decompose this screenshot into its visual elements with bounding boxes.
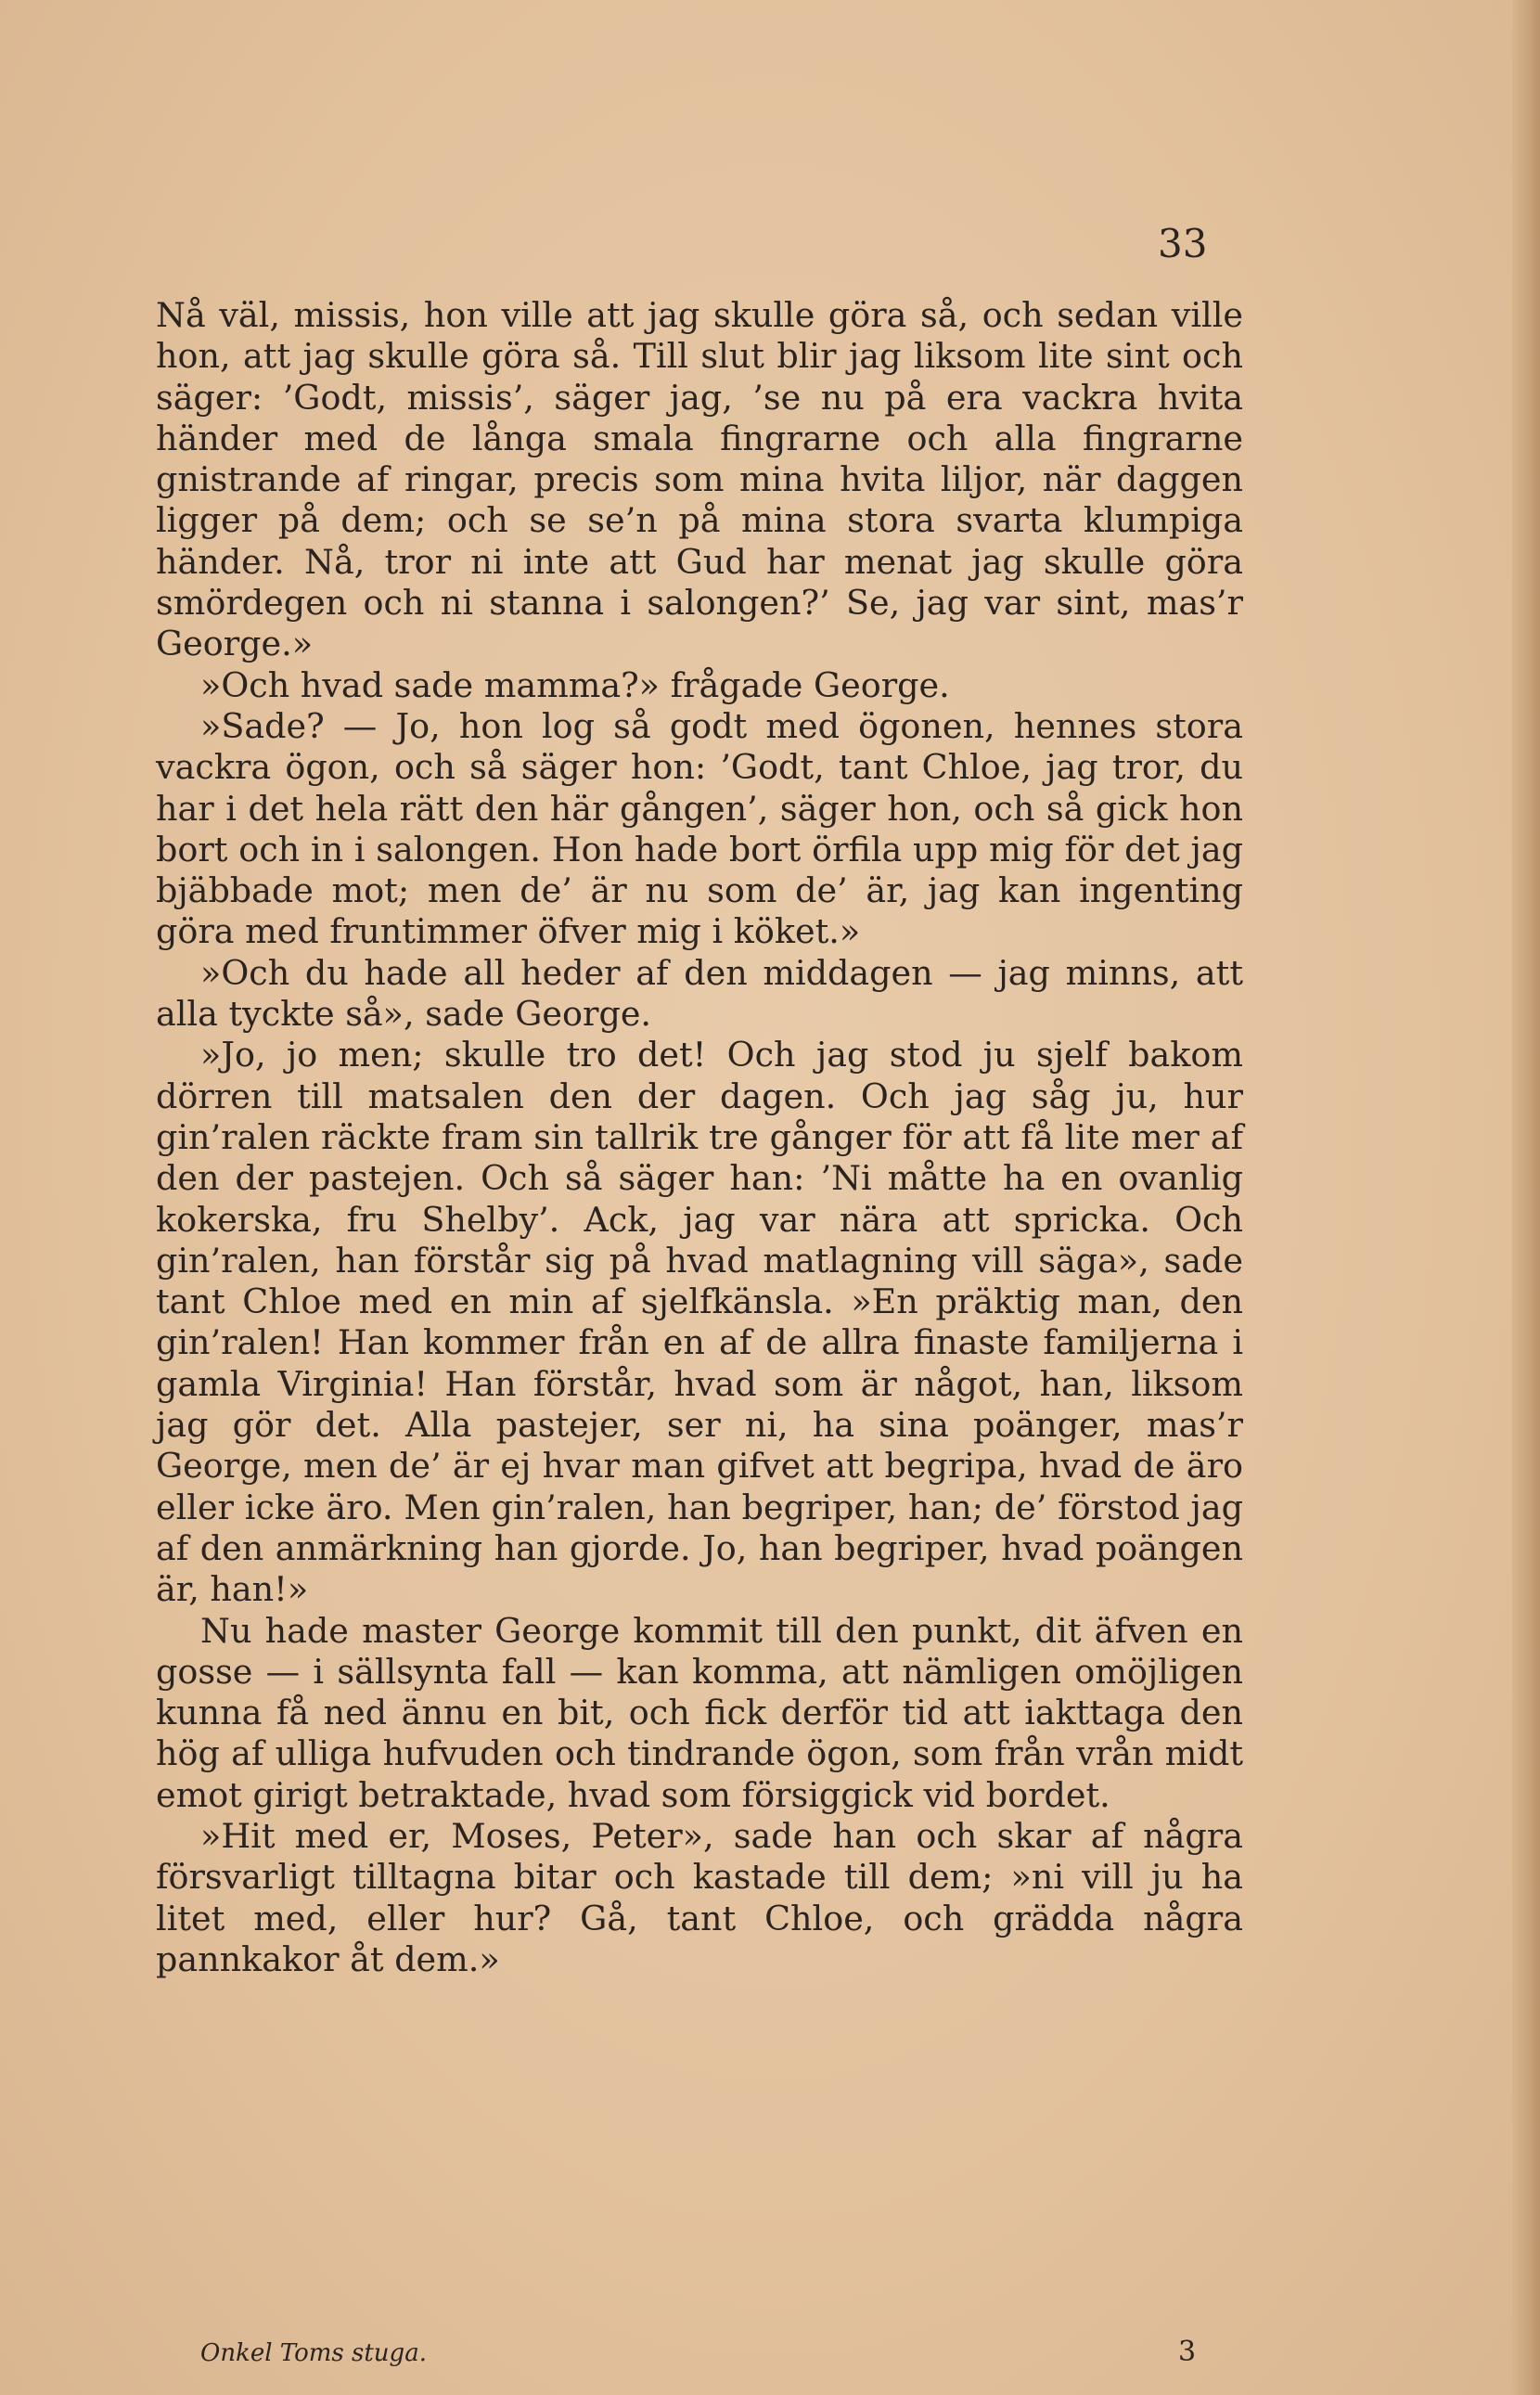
paragraph: »Och du hade all heder af den middagen — jag minns, att alla tyckte så», sade George. — [156, 952, 1243, 1035]
page-number: 33 — [1158, 221, 1208, 266]
paragraph: »Sade? — Jo, hon log så godt med ögonen, hennes stora vackra ögon, och så säger hon: ’Godt, tant Chloe, jag tror, du har i det hela rätt den här gången’, säger hon, och så gick hon bort och in i salongen. Hon hade bort örfila upp mig för det jag bjäbbade mot; men de’ är nu som de’ är, jag kan ingenting göra med fruntimmer öfver mig i köket.» — [156, 705, 1243, 952]
paragraph: Nå väl, missis, hon ville att jag skulle göra så, och sedan ville hon, att jag skulle göra så. Till slut blir jag liksom lite sint och säger: ’Godt, missis’, säger jag, ’se nu på era vackra hvita händer med de långa smala fingrarne och alla fingrarne gnistrande af ringar, precis som mina hvita liljor, när daggen ligger på dem; och se se’n på mina stora svarta klumpiga händer. Nå, tror ni inte att Gud har menat jag skulle göra smördegen och ni stanna i salongen?’ Se, jag var sint, mas’r George.» — [156, 295, 1243, 664]
paragraph: »Hit med er, Moses, Peter», sade han och skar af några försvarligt tilltagna bitar och kastade till dem; »ni vill ju ha litet med, eller hur? Gå, tant Chloe, och grädda några pannkakor åt dem.» — [156, 1815, 1243, 1979]
body-text — [156, 295, 1243, 1980]
paragraph: Nu hade master George kommit till den punkt, dit äfven en gosse — i sällsynta fall — kan komma, att nämligen omöjligen kunna få ned ännu en bit, och fick derför tid att iakttaga den hög af ulliga hufvuden och tindrande ögon, som från vrån midt emot girigt betraktade, hvad som försiggick vid bordet. — [156, 1610, 1243, 1815]
paragraph: »Och hvad sade mamma?» frågade George. — [200, 664, 950, 705]
book-spine-edge — [1512, 0, 1540, 2395]
running-footer-title: Onkel Toms stuga. — [200, 2339, 427, 2367]
signature-mark: 3 — [1178, 2336, 1197, 2368]
paragraph: »Jo, jo men; skulle tro det! Och jag stod ju sjelf bakom dörren till matsalen den der dagen. Och jag såg ju, hur gin’ralen räckte fram sin tallrik tre gånger för att få lite mer af den der pastejen. Och så säger han: ’Ni måtte ha en ovanlig kokerska, fru Shelby’. Ack, jag var nära att spricka. Och gin’ralen, han förstår sig på hvad matlagning vill säga», sade tant Chloe med en min af sjelfkänsla. »En präktig man, den gin’ralen! Han kommer från en af de allra finaste familjerna i gamla Virginia! Han förstår, hvad som är något, han, liksom jag gör det. Alla pastejer, ser ni, ha sina poänger, mas’r George, men de’ är ej hvar man gifvet att begripa, hvad de äro eller icke äro. Men gin’ralen, han begriper, han; de’ förstod jag af den anmärkning han gjorde. Jo, han begriper, hvad poängen är, han!» — [156, 1035, 1243, 1610]
